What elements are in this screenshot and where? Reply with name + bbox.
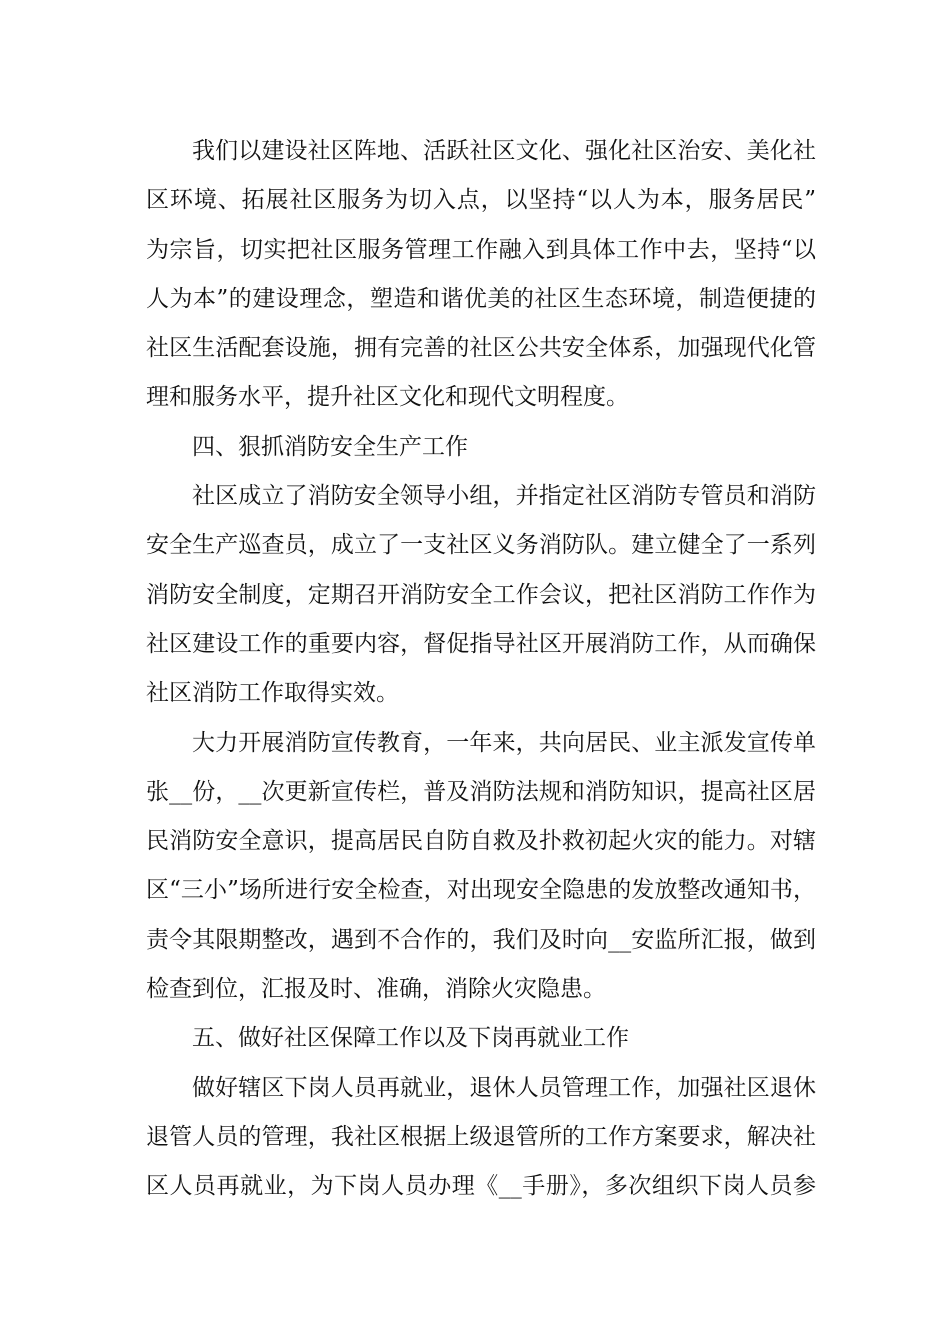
text-line: 区“三小”场所进行安全检查，对出现安全隐患的发放整改通知书， xyxy=(146,877,816,904)
text-line: 大力开展消防宣传教育，一年来，共向居民、业主派发宣传单 xyxy=(192,729,816,756)
text-line: 做好辖区下岗人员再就业，退休人员管理工作，加强社区退休 xyxy=(192,1074,816,1101)
text-line: 社区生活配套设施，拥有完善的社区公共安全体系，加强现代化管 xyxy=(146,335,816,362)
text-line: 消防安全制度，定期召开消防安全工作会议，把社区消防工作作为 xyxy=(146,581,816,608)
text-line: 安全生产巡查员，成立了一支社区义务消防队。建立健全了一系列 xyxy=(146,532,816,559)
text-line: 社区建设工作的重要内容，督促指导社区开展消防工作，从而确保 xyxy=(146,630,816,657)
text-line: 为宗旨，切实把社区服务管理工作融入到具体工作中去，坚持“以 xyxy=(146,236,816,263)
text-line: 区人员再就业，为下岗人员办理《__手册》，多次组织下岗人员参 xyxy=(146,1173,816,1200)
document-body xyxy=(146,127,816,1212)
text-line: 退管人员的管理，我社区根据上级退管所的工作方案要求，解决社 xyxy=(146,1123,816,1150)
text-line: 区环境、拓展社区服务为切入点，以坚持“以人为本，服务居民” xyxy=(146,187,816,214)
text-line: 理和服务水平，提升社区文化和现代文明程度。 xyxy=(146,384,629,411)
paragraph-community-building xyxy=(146,127,816,423)
section-heading-fire-safety xyxy=(146,423,816,472)
heading-text: 四、狠抓消防安全生产工作 xyxy=(192,433,468,460)
text-line: 社区成立了消防安全领导小组，并指定社区消防专管员和消防 xyxy=(192,483,816,510)
paragraph-fire-education xyxy=(146,719,816,1015)
text-line: 张__份，__次更新宣传栏，普及消防法规和消防知识，提高社区居 xyxy=(146,778,816,805)
text-line: 责令其限期整改，遇到不合作的，我们及时向__安监所汇报，做到 xyxy=(146,926,816,953)
text-line: 人为本”的建设理念，塑造和谐优美的社区生态环境，制造便捷的 xyxy=(146,285,816,312)
paragraph-fire-safety-team xyxy=(146,472,816,718)
text-line: 检查到位，汇报及时、准确，消除火灾隐患。 xyxy=(146,976,606,1003)
section-heading-employment xyxy=(146,1014,816,1063)
text-line: 社区消防工作取得实效。 xyxy=(146,680,399,707)
paragraph-reemployment xyxy=(146,1064,816,1212)
text-line: 我们以建设社区阵地、活跃社区文化、强化社区治安、美化社 xyxy=(192,138,816,164)
heading-text: 五、做好社区保障工作以及下岗再就业工作 xyxy=(192,1025,629,1052)
text-line: 民消防安全意识，提高居民自防自救及扑救初起火灾的能力。对辖 xyxy=(146,828,816,855)
